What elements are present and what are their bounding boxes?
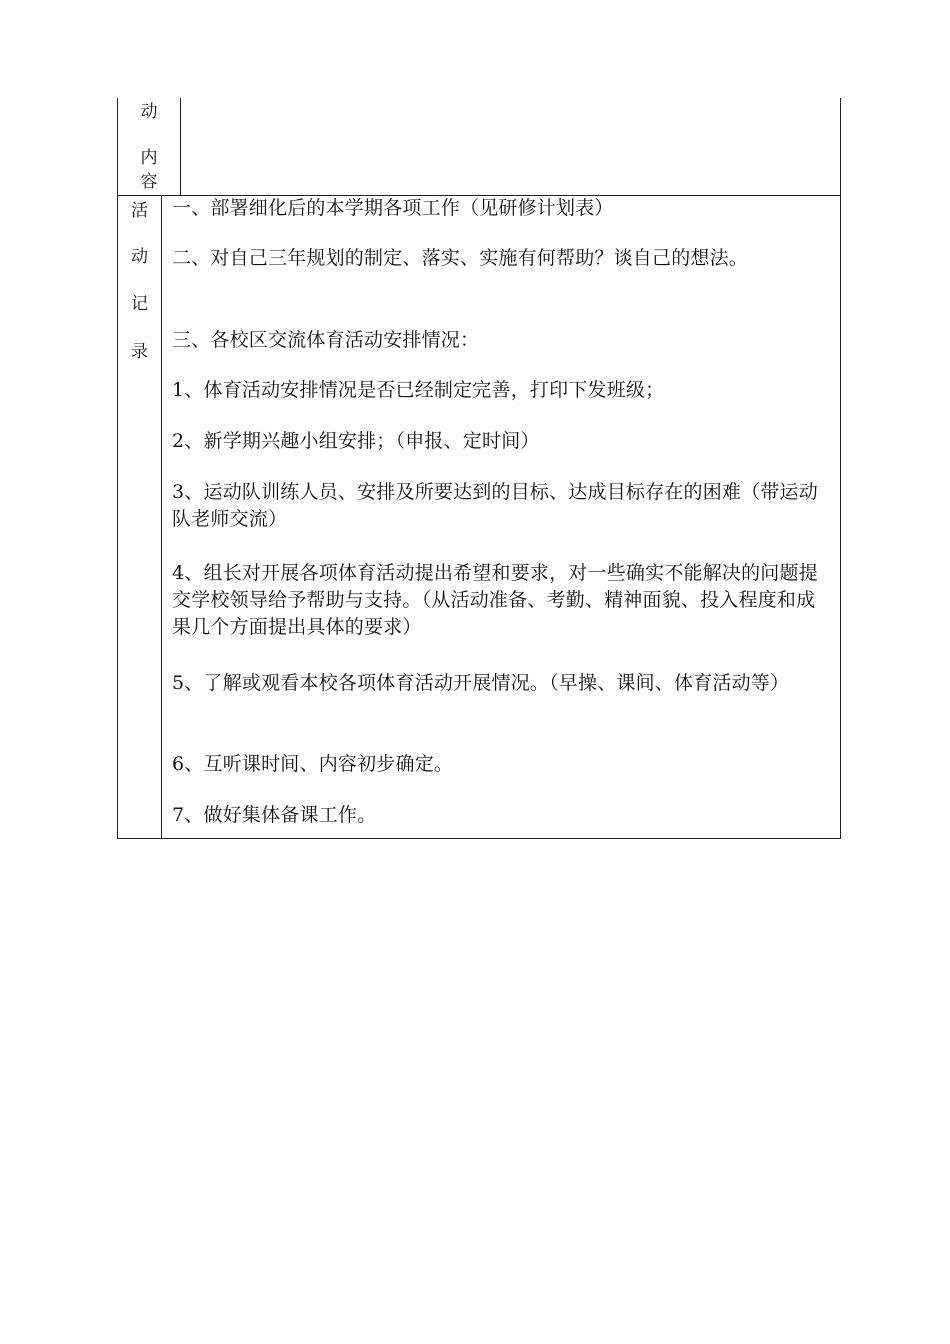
- row-label-char: 活: [131, 201, 148, 221]
- activity-content-row: [117, 98, 841, 196]
- record-paragraph: 4、组长对开展各项体育活动提出希望和要求，对一些确实不能解决的问题提交学校领导给予帮助与支持。（从活动准备、考勤、精神面貌、投入程度和成果几个方面提出具体的要求）: [172, 562, 818, 638]
- record-paragraph: 6、互听课时间、内容初步确定。: [172, 753, 454, 775]
- record-paragraph: 5、了解或观看本校各项体育活动开展情况。（早操、课间、体育活动等）: [172, 672, 790, 694]
- row-label-char: 内: [140, 148, 158, 168]
- record-paragraph: 2、新学期兴趣小组安排；（申报、定时间）: [172, 430, 540, 452]
- activity-record-row: [117, 195, 841, 839]
- column-divider: [161, 195, 162, 838]
- row-label-char: 动: [131, 247, 148, 267]
- row-label-char: 容: [140, 172, 158, 192]
- column-divider: [180, 98, 181, 195]
- row-label-char: 录: [131, 342, 148, 362]
- record-paragraph: 3、运动队训练人员、安排及所要达到的目标、达成目标存在的困难（带运动队老师交流）: [172, 481, 818, 530]
- record-paragraph: 一、部署细化后的本学期各项工作（见研修计划表）: [172, 197, 614, 219]
- record-paragraph: 二、对自己三年规划的制定、落实、实施有何帮助？谈自己的想法。: [172, 247, 749, 269]
- record-paragraph: 1、体育活动安排情况是否已经制定完善，打印下发班级；: [172, 379, 665, 401]
- record-paragraph: 7、做好集体备课工作。: [172, 804, 377, 826]
- row-label-char: 动: [140, 102, 158, 122]
- record-paragraph: 三、各校区交流体育活动安排情况：: [172, 329, 480, 351]
- row-label-char: 记: [131, 294, 148, 314]
